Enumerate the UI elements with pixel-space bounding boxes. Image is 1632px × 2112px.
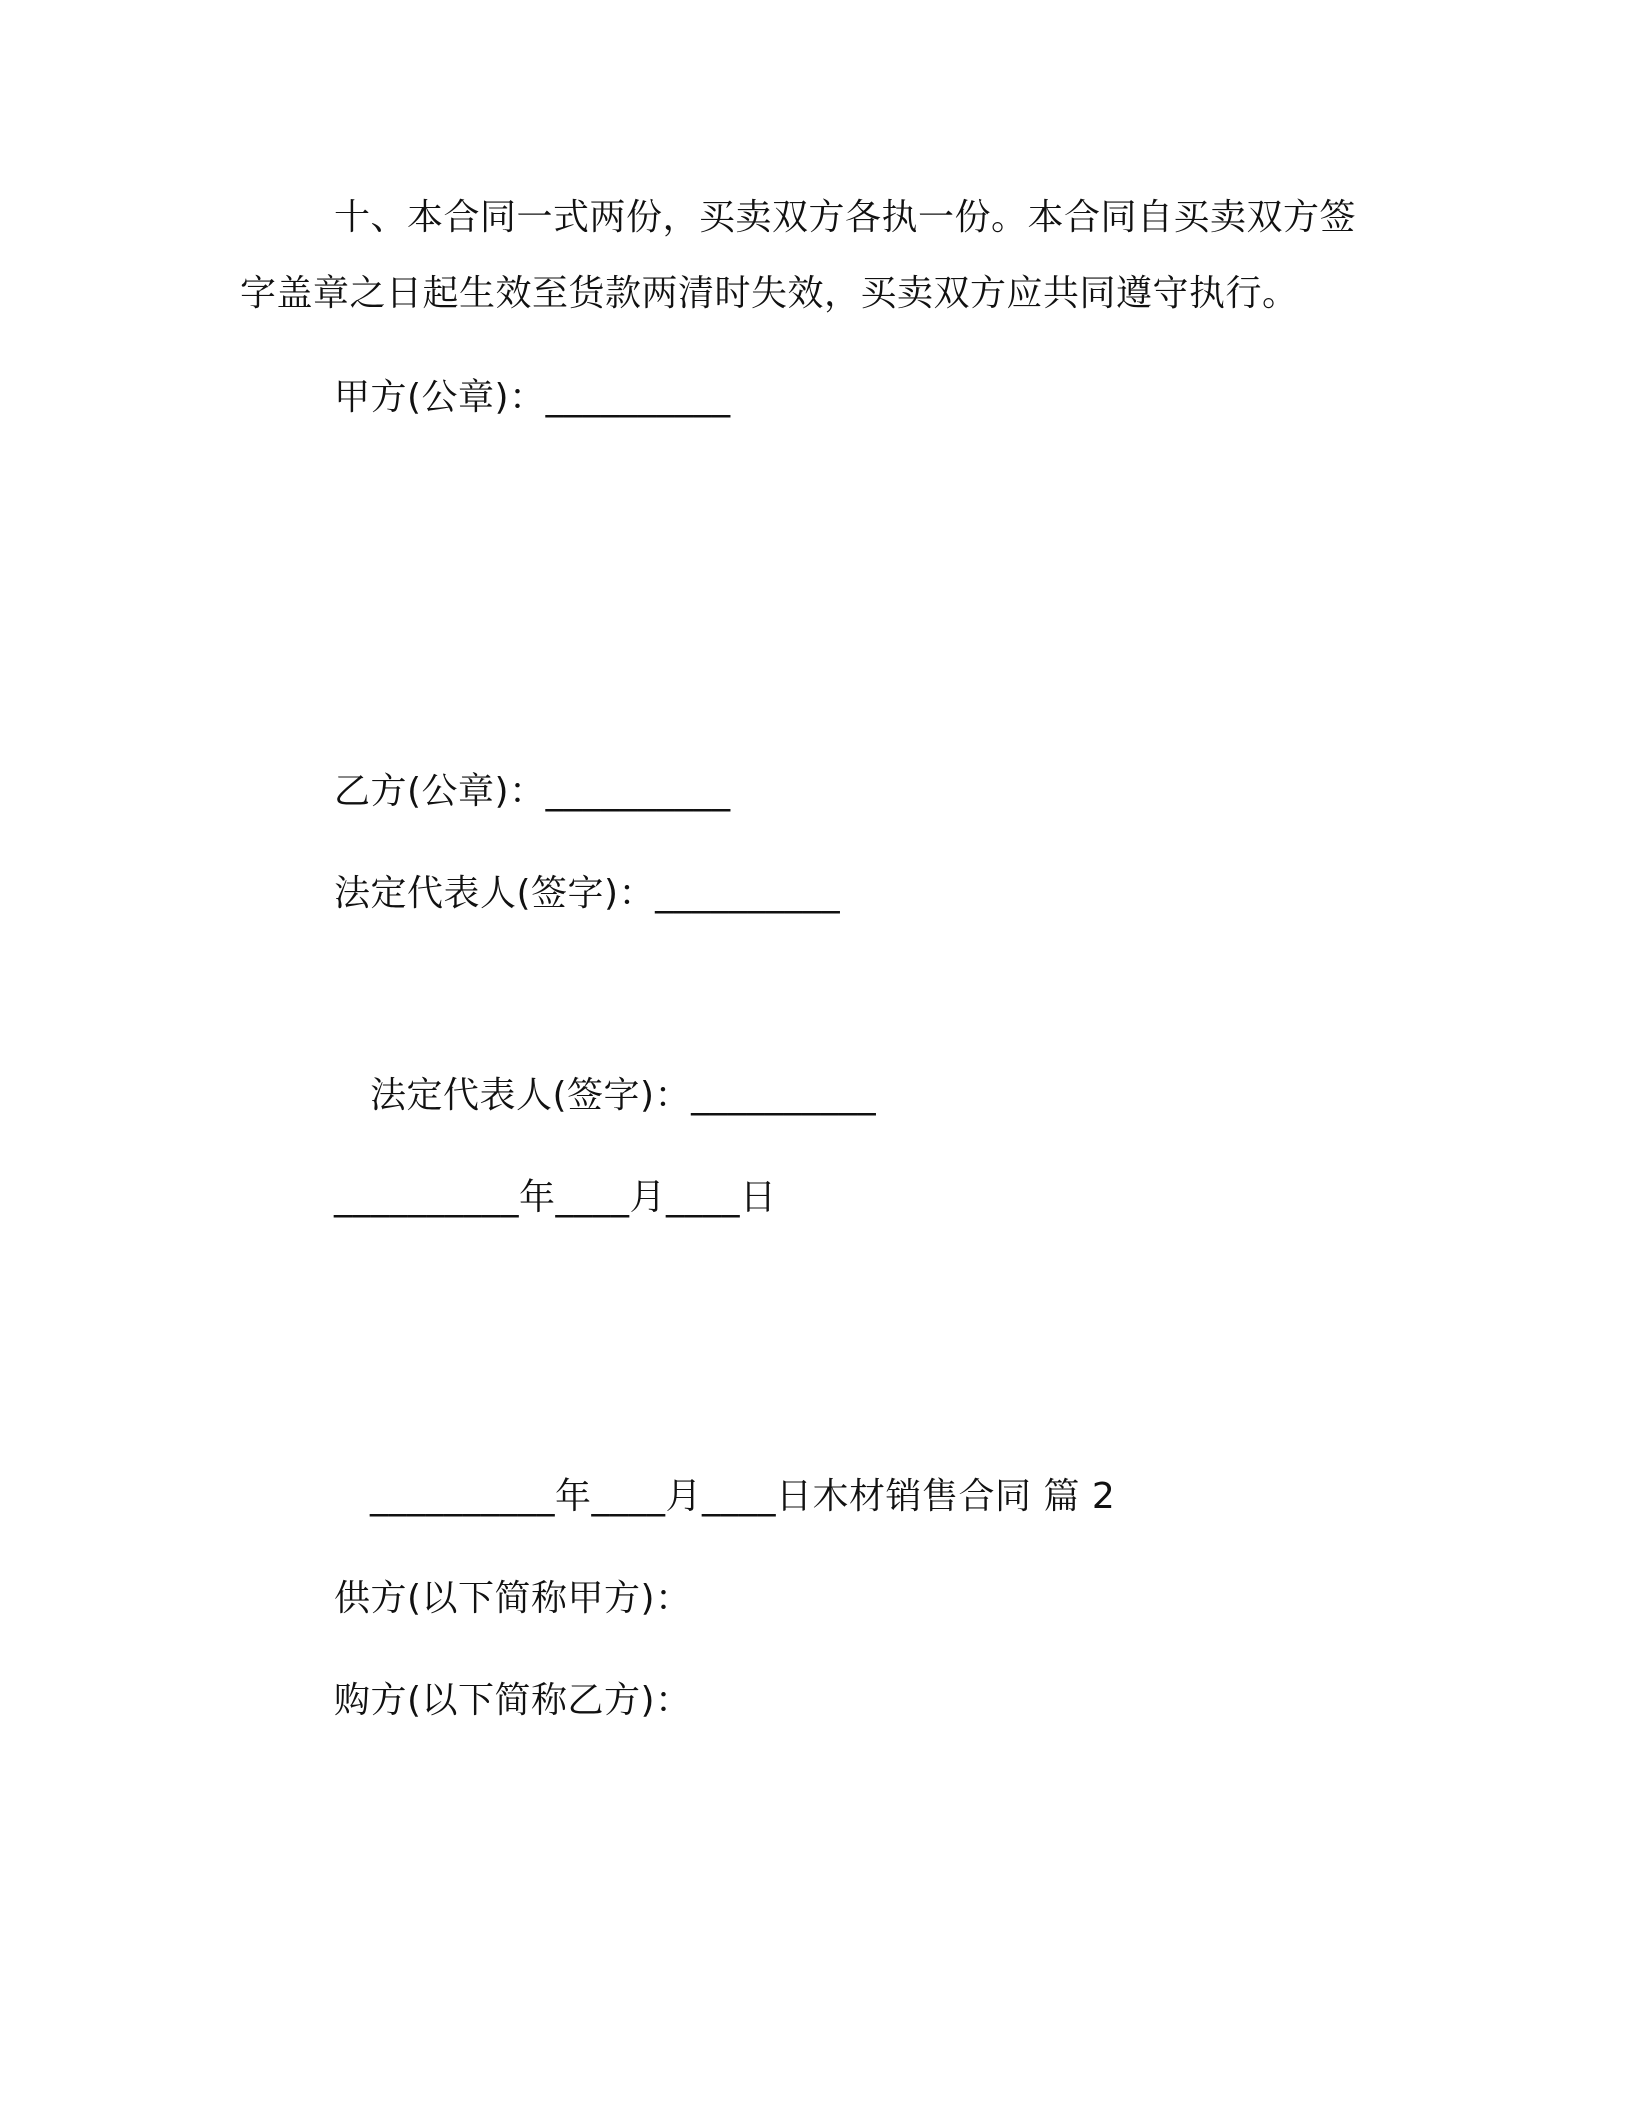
clause-ten-line-1: 十、本合同一式两份，买卖双方各执一份。本合同自买卖双方签	[334, 197, 1357, 238]
clause-ten-line-2: 字盖章之日起生效至货款两清时失效，买卖双方应共同遵守执行。	[240, 273, 1299, 314]
supplier-line: 供方(以下简称甲方)：	[334, 1578, 692, 1619]
party-b-seal-line: 乙方(公章)：__________	[334, 771, 731, 812]
legal-rep-signature-line-2: 法定代表人(签字)：__________	[370, 1075, 877, 1116]
legal-rep-signature-line-1: 法定代表人(签字)：__________	[334, 873, 841, 914]
party-a-seal-line: 甲方(公章)：__________	[334, 377, 731, 418]
date-line: __________年____月____日	[334, 1177, 777, 1218]
contract-two-heading: __________年____月____日木材销售合同 篇 2	[370, 1476, 1116, 1517]
buyer-line: 购方(以下简称乙方)：	[334, 1680, 692, 1721]
